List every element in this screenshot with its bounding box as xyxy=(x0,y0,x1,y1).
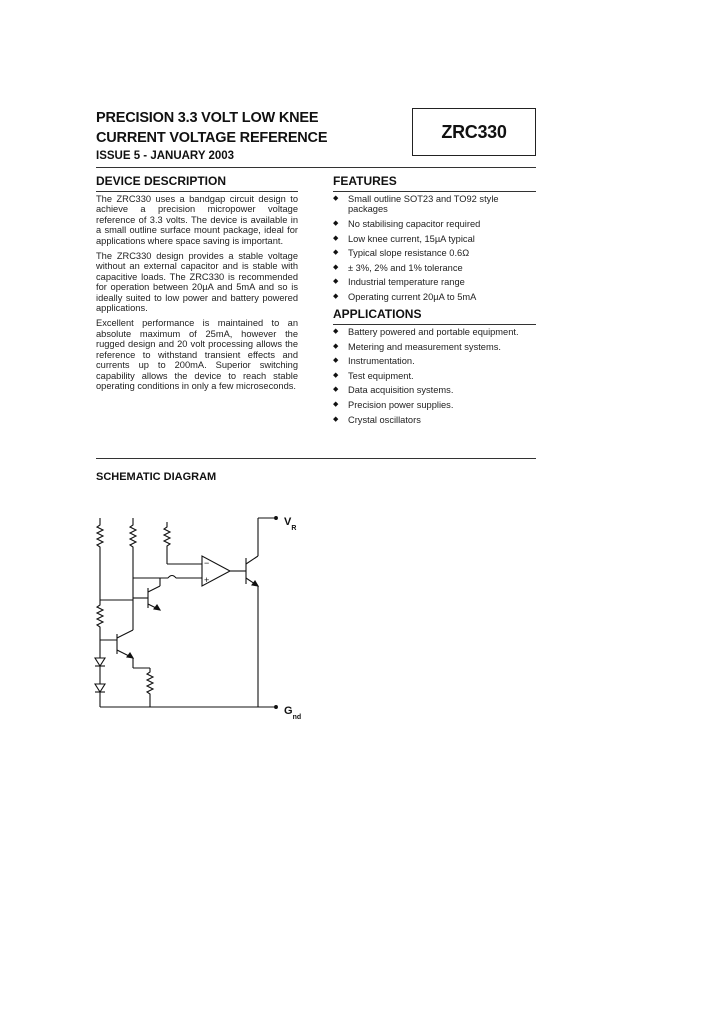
wire-crossover xyxy=(168,576,176,579)
document-title xyxy=(96,108,327,148)
resistor-r1 xyxy=(97,518,103,560)
features-list xyxy=(333,194,538,307)
application-item: ◆ Crystal oscillators xyxy=(333,415,538,425)
part-number-box xyxy=(412,108,536,156)
feature-item: ◆ Typical slope resistance 0.6Ω xyxy=(333,248,538,258)
resistor-r2 xyxy=(130,518,136,560)
description-paragraph: The ZRC330 uses a bandgap circuit design to achieve a precision micropower voltage reference of 3.3 volts. The device is available in a small outline surface mount package, ideal for applications where space saving is important. xyxy=(96,194,298,246)
title-line-2: CURRENT VOLTAGE REFERENCE xyxy=(96,130,328,146)
application-item: ◆ Instrumentation. xyxy=(333,356,538,366)
opamp-minus-sign: − xyxy=(204,558,210,568)
schematic-heading: SCHEMATIC DIAGRAM xyxy=(96,471,217,483)
feature-item: ◆ Industrial temperature range xyxy=(333,277,538,287)
resistor-r5 xyxy=(147,668,153,707)
features-divider xyxy=(333,191,536,192)
resistor-r4 xyxy=(97,600,103,640)
description-paragraph: The ZRC330 design provides a stable voltage without an external capacitor and is stable with capacitive loads. The ZRC330 is recommended for operation between 20µA and 5mA and so is ideally suited to low power and battery powered applications. xyxy=(96,251,298,314)
part-number: ZRC330 xyxy=(441,121,507,142)
opamp-plus-sign: + xyxy=(204,575,210,585)
transistor-q2-arrow xyxy=(127,653,133,658)
gnd-label-sub: nd xyxy=(292,714,302,721)
device-description-heading: DEVICE DESCRIPTION xyxy=(96,174,227,188)
application-item: ◆ Data acquisition systems. xyxy=(333,385,538,395)
feature-item: ◆ Operating current 20µA to 5mA xyxy=(333,292,538,302)
vr-label-sub: R xyxy=(291,525,297,532)
feature-item: ◆ Low knee current, 15µA typical xyxy=(333,234,538,244)
transistor-q1-collector xyxy=(148,586,160,592)
resistor-r3 xyxy=(164,522,170,550)
output-transistor-collector xyxy=(246,556,258,564)
ground-terminal xyxy=(275,706,278,709)
applications-heading: APPLICATIONS xyxy=(333,307,422,321)
description-divider xyxy=(96,191,298,192)
description-paragraph: Excellent performance is maintained to an absolute maximum of 25mA, however the rugged design and 20 volt processing allows the reference to withstand transient effects and currents up to 200mA. Superior switching capability allows the device to reach stable operating conditions in only a few microseconds. xyxy=(96,318,298,391)
vr-label xyxy=(284,512,296,530)
feature-item: ◆ No stabilising capacitor required xyxy=(333,219,538,229)
output-transistor-arrow xyxy=(252,581,258,586)
features-heading: FEATURES xyxy=(333,174,397,188)
applications-list xyxy=(333,327,538,429)
transistor-q1-arrow xyxy=(154,605,160,610)
title-line-1: PRECISION 3.3 VOLT LOW KNEE xyxy=(96,110,319,126)
gnd-label-main: G xyxy=(284,705,293,717)
gnd-label xyxy=(284,701,301,719)
vr-label-main: V xyxy=(284,516,292,528)
vr-terminal xyxy=(275,517,278,520)
diode-d2 xyxy=(95,684,105,692)
schematic-diagram xyxy=(80,500,320,730)
application-item: ◆ Precision power supplies. xyxy=(333,400,538,410)
header-divider xyxy=(96,167,536,168)
feature-item: ◆ ± 3%, 2% and 1% tolerance xyxy=(333,263,538,273)
section-divider xyxy=(96,458,536,459)
application-item: ◆ Test equipment. xyxy=(333,371,538,381)
application-item: ◆ Metering and measurement systems. xyxy=(333,342,538,352)
issue-date: ISSUE 5 - JANUARY 2003 xyxy=(96,150,235,162)
transistor-q2-collector xyxy=(117,630,133,638)
applications-divider xyxy=(333,324,536,325)
diode-d1 xyxy=(95,658,105,666)
feature-item: ◆ Small outline SOT23 and TO92 style packages xyxy=(333,194,538,215)
device-description-text xyxy=(96,194,298,396)
application-item: ◆ Battery powered and portable equipment. xyxy=(333,327,538,337)
